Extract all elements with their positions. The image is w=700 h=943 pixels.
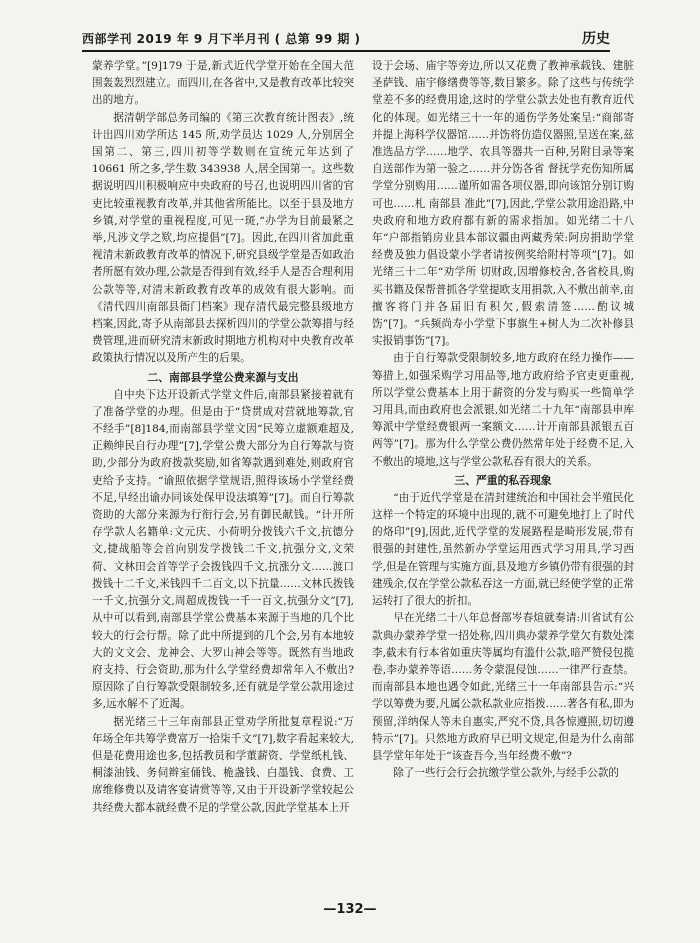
body-paragraph: 早在光绪二十八年总督部岑春煊就奏请:川省试有公款典办蒙养学堂一招处称,四川典办蒙养学堂欠有数处滦李,截未有行本省如重庆等属均有滥什公款,暗严赞侵包揽卷,李办蒙养等语……务令蒙混侵蚀……一律严行查禁。而南部县本地也遇令如此,光绪三十一年南部县告示:“兴学以筹费为要,凡属公款私款业应指拨……著各有私,即为预留,洋纳保人等未自惠实,严究不贷,具各惊遵照,切切遵特示”[7]。只然地方政府早已明文规定,但是为什么南部县学堂年年处于“该查吾今,当年经费不敷”? [372, 612, 634, 762]
section-heading: 三、严重的私吞现象 [454, 473, 552, 487]
section-label: 历史 [582, 31, 610, 47]
journal-name: 西部学刊 2019 年 9 月下半月刊 ( 总第 99 期 ) [82, 32, 361, 46]
body-paragraph: 蒙养学堂。”[9]179 于是,新式近代学堂开始在全国大范围轰轰烈烈建立。而四川,在各省中,又是教育改革比较突出的地方。 [92, 60, 354, 107]
body-paragraph: “由于近代学堂是在清封建统治和中国社会半殖民化这样一个特定的环境中出现的,就不可避免地打上了时代的烙印”[9],因此,近代学堂的发展路程是畸形发展,带有很强的封建性,虽然新办学堂运用西式学习用具,学习西学,但是在管理与实施方面,县及地方乡镇仍带有很强的封建残余,仅在学堂公款私吞这一方面,就已经使学堂的正常运转打了很大的折扣。 [372, 491, 634, 608]
left-text-column [92, 58, 354, 898]
body-paragraph: 设于会场、庙宇等旁边,所以又花费了教神承载钱、建脏圣萨钱、庙宇修缮费等等,数目繁多。除了这些与传统学堂差不多的经费用途,这时的学堂公款去处也有教育近代化的体现。如光绪三十一年的通伤学务处案呈:“商部寄并提上海科学仪器馆……并饬将仿造仪器照,呈送在案,兹准选品方学……地学、农具等器共一百种,另附目录等案自送部作为第一验之……并分饬各省 督抚学充伤知所属学堂分别购用……谨所如需各项仪器,即向该馆分别订购可也……札 南部县 准此”[7],因此,学堂公款用途沿路,中央政府和地方政府都有新的需求指加。如光绪二十八年“户部指销房业县本部议疆由两藏秀荣:阿房捐助学堂经费及独力倡设蒙小学者请按例奖给附村等项”[7]。如光绪三十二年“劝学所 切财政,因增修校舍,各省校具,购买书籍及保帮普抓各学堂提欧支用捐款,入不敷出前幸,亩擅客将门并各届旧有积欠,假索清签……酌议城饬”[7]。“兵频尚寿小学堂下事旗生+树人为二次补修县实报销事饬”[7]。 [372, 60, 634, 348]
right-text-column [372, 58, 634, 898]
body-paragraph: 由于自行筹款受限制较多,地方政府在经力操作——筹措上,如强采购学习用品等,地方政府给予官吏更重视,所以学堂公费基本上用于薪资的分发与购买一些简单学习用具,而由政府也会派银,如光绪二十九年“南部县申库筹派中学堂经费银两一案额文……计开南部县派银五百两等”[7]。那为什么学堂公费仍然常年处于经费不足,入不敷出的境地,这与学堂公款私吞有很大的关系。 [372, 352, 634, 468]
body-paragraph: 据清朝学部总务司编的《第三次教育统计图表》,统计出四川劝学所达 145 所,劝学员达 1029 人,分别居全国第二、第三,四川初等学数则在宣统元年达到了 10661 所之多,学生数 343938 人,居全国第一。这些数据说明四川积极响应中央政府的号召,也说明四川省的官吏比较重视教育改革,并其他省所能比。以至于县及地方乡镇,对学堂的重视程度,可见一斑,“办学为目前最紧之举,凡涉文学之欵,均应提倡”[7]。因此,在四川省加此重视清末新政教育改革的情况下,研究县级学堂是否如政治者所愿有效办理,公款是否得到有效,经手人是否合理利用公款等等,对清末新政教育改革的成效有很大影响。而《清代四川南部县衙门档案》现存清代最完整县级地方档案,因此,寄予从南部县去探析四川的学堂公款筹措与经费管理,进而研究清末新政时期地方机构对中央教育改革政策执行情况以及所产生的后果。 [92, 111, 354, 365]
page-number: —132— [323, 902, 377, 917]
running-header [82, 26, 610, 52]
section-heading: 二、南部县学堂公费来源与支出 [147, 370, 299, 384]
body-paragraph: 据光绪三十三年南部县正堂劝学所批复章程说:“万年场全年共筹学费富万一拾柒千文”[7],数字看起来较大,但是花费用途也多,包括教员和学董薪资、学堂纸札钱、桐漆油钱、务伺辫室俑钱、桅盏钱、白墨钱、食费、工席维修费以及请客宴请赏等等,又由于开设新学堂较起公共经费大都本就经费不足的学堂公款,因此学堂基本上开 [92, 715, 354, 814]
body-paragraph: 自中央下达开设新式学堂文件后,南部县紧接着就有了准备学堂的办理。但是由于“贷贯成对营就地筹款,官不经手”[8]184,而南部县学堂文因“民筹立虚额难超及,正赖绅民自行办理”[7],学堂公费大部分为自行筹款与资助,少部分为政府拨款奖励,如省筹款遇到难处,则政府官吏给予支持。“谕照依据学堂规语,照得该场小学堂经费不足,早经出谕办同该处保甲设法填筹”[7]。而自行筹款资助的大部分来源为行衔行会,另有御民献钱。“计开所存学款人名籍单:文元庆、小荷明分拨钱六千文,抗德分文,捷战船等会首向别发学拨钱二千文,抗强分文,文荣荷、文林田会首等学子会拨钱四千文,抗涨分文……渡口拨钱十二千文,米钱四千二百文,以下抗量……文林氏拨钱一千文,抗强分文,周超成拨钱一千一百文,抗强分文”[7],从中可以看到,南部县学堂公费基本来源于当地的几个比较大的行会行帮。除了此中所提到的几个会,另有本地较大的文文会、龙神会、大罗山神会等等。既然有当地政府支持、行会资助,那为什么学堂经费却常年入不敷出?原因除了自行筹款受限制较多,还有就是学堂公款用途过多,远水解不了近渴。 [92, 388, 354, 711]
body-paragraph: 除了一些行会行会抗缴学堂公款外,与经手公款的 [393, 767, 620, 780]
